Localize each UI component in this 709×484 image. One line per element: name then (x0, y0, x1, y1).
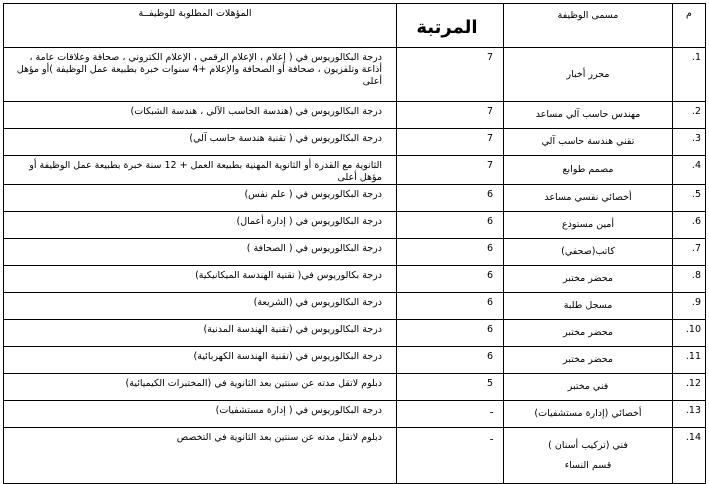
row-grade: 6 (397, 239, 504, 266)
row-grade: 6 (397, 266, 504, 293)
row-grade: 6 (397, 293, 504, 320)
row-grade: ـ (397, 401, 504, 428)
jobs-table (3, 3, 706, 484)
row-num: .6 (673, 212, 706, 239)
row-qualification: الثانوية مع القدرة أو الثانوية المهنية بطبيعة العمل + 12 سنة خبرة بطبيعة عمل الوظيفة أو مؤهل أعلى (4, 156, 397, 185)
row-job-title: محضر مختبر (504, 347, 673, 374)
row-job-title: مسجل طلبة (504, 293, 673, 320)
table-row (4, 239, 706, 266)
row-job-title: محضر مختبر (504, 266, 673, 293)
row-job-title: فني مختبر (504, 374, 673, 401)
table-row (4, 428, 706, 484)
table-row (4, 374, 706, 401)
row-job-title: تقني هندسة حاسب آلي (504, 129, 673, 156)
header-row (4, 4, 706, 48)
row-job-title: كاتب(صحفي) (504, 239, 673, 266)
row-qualification: دبلوم لاتقل مدته عن سنتين بعد الثانوية في (المختبرات الكيميائية) (4, 374, 397, 401)
row-num: .14 (673, 428, 706, 484)
header-grade: المرتبة (397, 4, 504, 48)
row-grade: 7 (397, 48, 504, 102)
row-grade: 6 (397, 185, 504, 212)
row-grade: 7 (397, 156, 504, 185)
row-qualification: درجة البكالوريوس في ( علم نفس) (4, 185, 397, 212)
table-row (4, 102, 706, 129)
row-grade: 7 (397, 102, 504, 129)
row-grade: 6 (397, 320, 504, 347)
table-row (4, 347, 706, 374)
row-job-title: أخصائي نفسي مساعد (504, 185, 673, 212)
row-job-title-line2: قسم النساء (564, 459, 612, 471)
row-num: .12 (673, 374, 706, 401)
row-num: .4 (673, 156, 706, 185)
row-num: .2 (673, 102, 706, 129)
table-row (4, 266, 706, 293)
table-row (4, 212, 706, 239)
row-grade: 6 (397, 212, 504, 239)
row-qualification: درجة البكالوريوس في ( إعلام ، الإعلام الرقمي ، الإعلام الكتروني ، صحافة وعلاقات عامة ، أذاعة وتلفزيون ، صحافة أو الصحافة والإعلام +4 سنوات خبرة بطبيعة عمل الوظيفة )أو مؤهل أعلى (4, 48, 397, 102)
row-qualification: درجة البكالوريوس في (تقنية الهندسة المدنية) (4, 320, 397, 347)
table-row (4, 156, 706, 185)
row-num: .8 (673, 266, 706, 293)
row-job-title: مهندس حاسب آلي مساعد (504, 102, 673, 129)
row-qualification: درجة البكالوريوس في (تقنية الهندسة الكهربائية) (4, 347, 397, 374)
row-grade: ـ (397, 428, 504, 484)
row-qualification: درجة البكالوريوس في (هندسة الحاسب الآلي ، هندسة الشبكات) (4, 102, 397, 129)
row-grade: 6 (397, 347, 504, 374)
row-num: .11 (673, 347, 706, 374)
table-row (4, 320, 706, 347)
row-num: .10 (673, 320, 706, 347)
row-job-title: محضر مختبر (504, 320, 673, 347)
header-num: م (673, 4, 706, 48)
table-row (4, 129, 706, 156)
table-row (4, 185, 706, 212)
row-num: .1 (673, 48, 706, 102)
row-qualification: درجة البكالوريوس في ( إدارة أعمال) (4, 212, 397, 239)
row-num: .13 (673, 401, 706, 428)
row-job-title: أمين مستودع (504, 212, 673, 239)
header-qualifications: المؤهلات المطلوبة للوظيفــة (4, 4, 397, 48)
table-row (4, 48, 706, 102)
row-num: .3 (673, 129, 706, 156)
table-row (4, 293, 706, 320)
row-job-title: فني (تركيب أسنان ) (548, 439, 628, 451)
row-num: .9 (673, 293, 706, 320)
row-job-title: مصمم طوابع (504, 156, 673, 185)
row-qualification: درجة البكالوريوس في ( الصحافة ) (4, 239, 397, 266)
row-num: .7 (673, 239, 706, 266)
row-job-title: محرر أخبار (504, 48, 673, 102)
row-grade: 7 (397, 129, 504, 156)
row-job-title: أخصائي (إدارة مستشفيات) (504, 401, 673, 428)
table-row (4, 401, 706, 428)
row-qualification: درجة بكالوريوس في( تقنية الهندسة الميكانيكية) (4, 266, 397, 293)
header-job-title: مسمى الوظيفة (504, 4, 673, 48)
row-qualification: درجة البكالوريوس في ( إدارة مستشفيات) (4, 401, 397, 428)
row-qualification: دبلوم لاتقل مدته عن سنتين بعد الثانوية في التخصص (4, 428, 397, 484)
row-grade: 5 (397, 374, 504, 401)
row-job-title-cell (504, 428, 673, 484)
row-qualification: درجة البكالوريوس في (الشريعة) (4, 293, 397, 320)
row-num: .5 (673, 185, 706, 212)
row-qualification: درجة البكالوريوس في ( تقنية هندسة حاسب آلي) (4, 129, 397, 156)
